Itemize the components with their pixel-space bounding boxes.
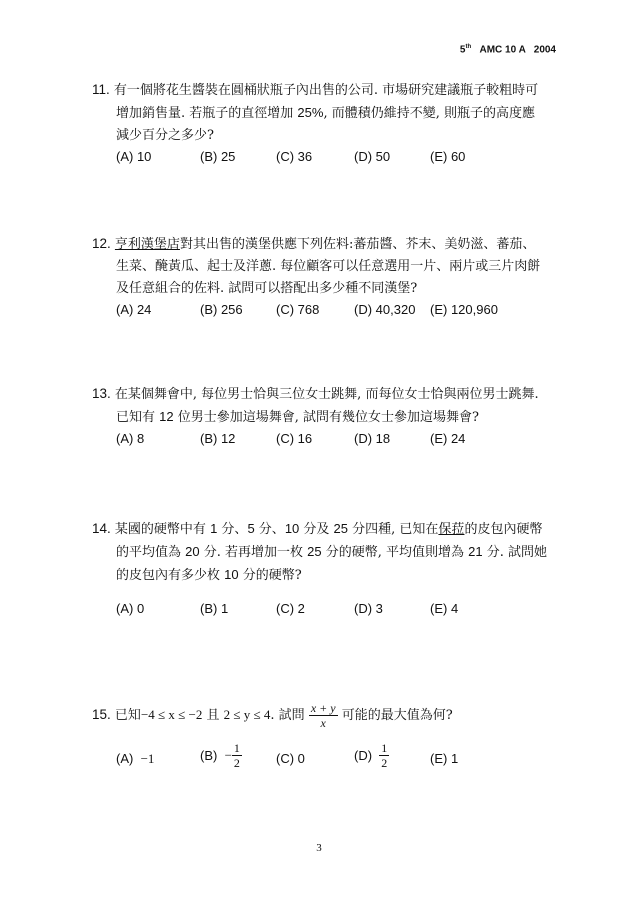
question-text: , 而體積仍維持不變, 則瓶子的高度應 — [323, 106, 535, 121]
choice-b: (B) 256 — [200, 302, 243, 317]
question-text: 分四種, 已知在 — [348, 522, 439, 537]
header-title: AMC 10 A 2004 — [479, 44, 556, 56]
page-header — [460, 44, 556, 55]
question-14 — [92, 518, 552, 621]
choice-label: (A) — [116, 751, 134, 766]
inequality-y: 2 ≤ y ≤ 4 — [223, 707, 271, 722]
choice-label: (B) — [200, 748, 218, 763]
question-text: 可能的最大值為何? — [337, 708, 453, 723]
answer-choices — [116, 741, 552, 777]
header-ordinal: 5 — [459, 44, 466, 56]
choice-c: (C) 36 — [276, 149, 313, 164]
question-number: 14. — [92, 521, 111, 536]
question-text: 分的硬幣, 平均值則增為 — [321, 545, 469, 560]
question-text: 10 — [284, 521, 300, 536]
choice-a — [116, 751, 154, 767]
question-11 — [92, 79, 552, 169]
question-number: 15. — [92, 707, 111, 722]
question-text: 對其出售的漢堡供應下列佐料:蕃茄醬、芥末、美奶滋、蕃茄、 — [179, 237, 536, 252]
choice-e: (E) 4 — [430, 601, 459, 616]
question-text: 分、 — [254, 522, 285, 537]
choice-value: −1 — [140, 751, 155, 766]
choice-c: (C) 768 — [276, 302, 320, 317]
question-text: 某國的硬幣中有 — [114, 522, 211, 537]
question-text: 21 — [468, 544, 483, 559]
answer-choices — [116, 429, 552, 451]
question-text: 的皮包內有多少枚 — [116, 568, 225, 583]
choice-fraction — [232, 741, 242, 770]
fraction-expression — [309, 701, 338, 730]
fraction-numerator: x + y — [310, 701, 336, 715]
choice-label: (D) — [354, 748, 373, 763]
inequality-x: −4 ≤ x ≤ −2 — [140, 707, 203, 722]
choice-c: (C) 2 — [276, 601, 305, 616]
choice-sign: − — [224, 747, 232, 763]
question-text: 已知 — [114, 708, 141, 723]
question-13 — [92, 383, 552, 451]
fraction-denominator: x — [320, 716, 326, 730]
question-12 — [92, 233, 552, 322]
question-text: 分. 若再增加一枚 — [199, 545, 308, 560]
store-name: 亨利漢堡店 — [114, 237, 180, 252]
choice-d — [354, 741, 389, 770]
choice-d: (D) 3 — [354, 601, 383, 616]
choice-d: (D) 50 — [354, 149, 391, 164]
question-text: 位男士參加這場舞會, 試問有幾位女士參加這場舞會? — [173, 410, 479, 425]
question-text: 的平均值為 — [116, 545, 186, 560]
question-text: 減少百分之多少? — [116, 128, 214, 143]
question-text: 生菜、醃黃瓜、起士及洋蔥. 每位顧客可以任意選用一片、兩片或三片肉餅 — [116, 259, 541, 274]
choice-a: (A) 24 — [116, 302, 152, 317]
choice-b — [200, 741, 242, 770]
question-text: 12 — [159, 409, 174, 424]
choice-b: (B) 12 — [200, 431, 236, 446]
question-text: 的皮包內硬幣 — [464, 522, 543, 537]
answer-choices — [116, 147, 552, 169]
question-text: 25 — [307, 544, 322, 559]
choice-d: (D) 40,320 — [354, 302, 416, 317]
answer-choices — [116, 599, 552, 621]
question-text: 5 — [247, 521, 255, 536]
question-number: 13. — [92, 386, 111, 401]
question-text: 20 — [185, 544, 200, 559]
question-text: 分的硬幣? — [238, 568, 302, 583]
choice-fraction — [379, 741, 389, 770]
fraction-denominator: 2 — [233, 756, 240, 770]
question-text: 分及 — [299, 522, 334, 537]
choice-d: (D) 18 — [354, 431, 391, 446]
question-number: 12. — [92, 236, 111, 251]
choice-b: (B) 1 — [200, 601, 229, 616]
question-text: 1 — [210, 521, 218, 536]
choice-a: (A) 0 — [116, 601, 145, 616]
question-text: 及任意組合的佐料. 試問可以搭配出多少種不同漢堡? — [116, 281, 418, 296]
question-text: 10 — [224, 567, 239, 582]
fraction-numerator: 1 — [233, 741, 240, 755]
person-name: 保菈 — [438, 522, 465, 537]
choice-c: (C) 0 — [276, 751, 305, 766]
question-text: 在某個舞會中, 每位男士恰與三位女士跳舞, 而每位女士恰與兩位男士跳舞. — [114, 387, 539, 402]
question-text: 且 — [202, 708, 224, 723]
choice-c: (C) 16 — [276, 431, 313, 446]
choice-e: (E) 24 — [430, 431, 466, 446]
fraction-numerator: 1 — [381, 741, 388, 755]
question-text: 已知有 — [116, 410, 160, 425]
question-text: 增加銷售量. 若瓶子的直徑增加 — [116, 106, 298, 121]
question-text: . 試問 — [270, 708, 309, 723]
fraction-denominator: 2 — [381, 756, 388, 770]
question-text: 分、 — [217, 522, 248, 537]
answer-choices — [116, 300, 552, 322]
choice-e: (E) 60 — [430, 149, 466, 164]
choice-e: (E) 120,960 — [430, 302, 498, 317]
question-number: 11. — [92, 82, 110, 97]
question-text: 25 — [333, 521, 349, 536]
question-text: 25% — [297, 105, 324, 120]
choice-a: (A) 10 — [116, 149, 152, 164]
page-number: 3 — [316, 842, 322, 854]
header-ordinal-suffix: th — [465, 44, 472, 50]
question-15 — [92, 700, 552, 777]
question-text: 有一個將花生醬裝在圓桶狀瓶子內出售的公司. 市場研究建議瓶子較粗時可 — [113, 83, 539, 98]
question-text: 分. 試問她 — [482, 545, 548, 560]
choice-a: (A) 8 — [116, 431, 145, 446]
choice-b: (B) 25 — [200, 149, 236, 164]
choice-e: (E) 1 — [430, 751, 459, 766]
